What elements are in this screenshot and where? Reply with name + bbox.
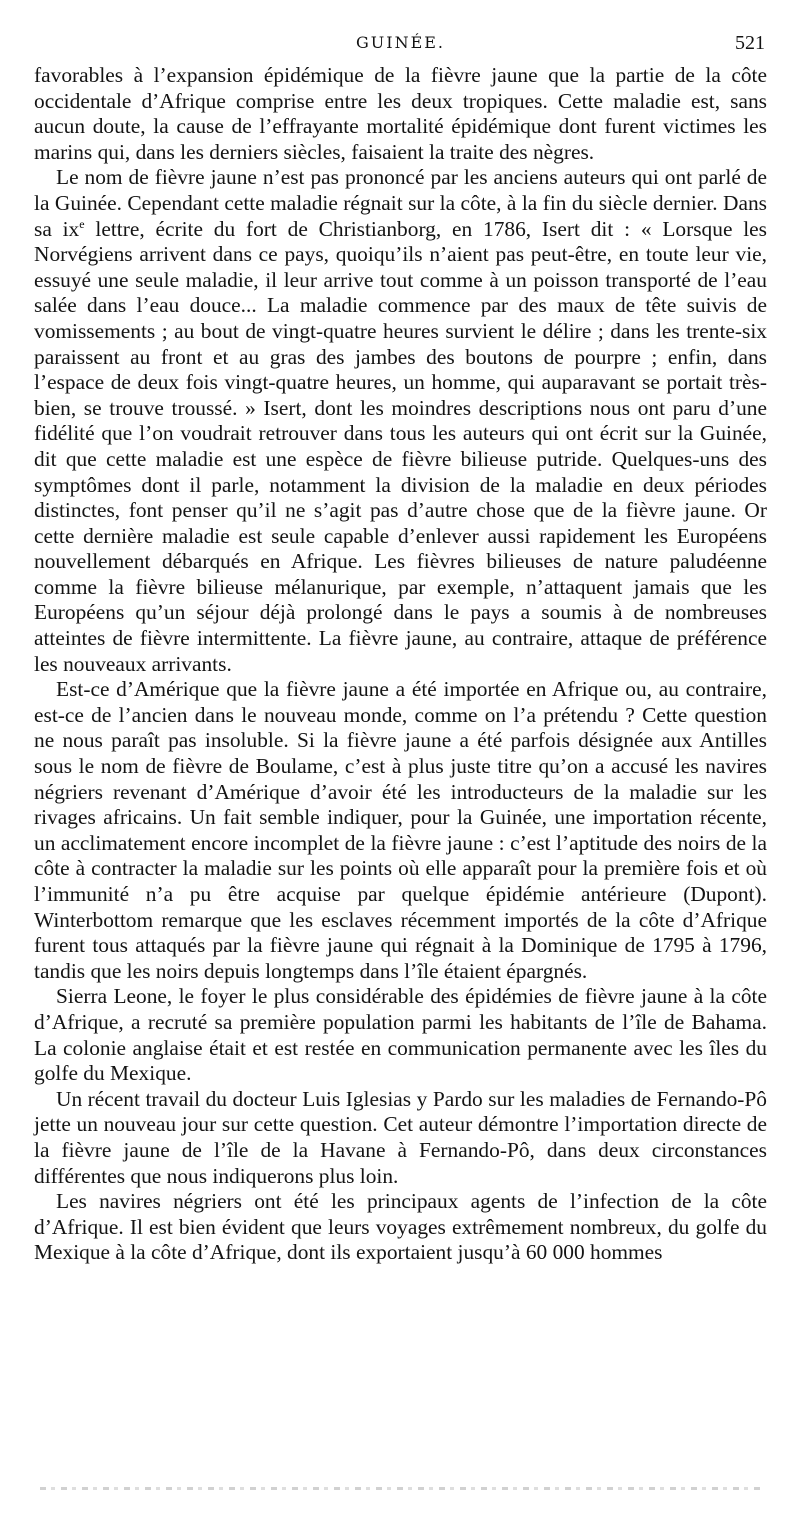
paragraph-1: favorables à l’expansion épidémique de la fièvre jaune que la partie de la côte occidentale d’Afrique comprise entre les deux tropiques. Cette maladie est, sans aucun doute, la cause de l’effrayante mortalité épidémique dont furent victimes les marins qui, dans les derniers siècles, faisaient la traite des nègres. (34, 63, 767, 164)
paragraph-5: Un récent travail du docteur Luis Iglesias y Pardo sur les maladies de Fernando-Pô jette un nouveau jour sur cette question. Cet auteur démontre l’importation directe de la fièvre jaune de l’île de la Havane à Fernando-Pô, dans deux circonstances différentes que nous indiquerons plus loin. (34, 1086, 767, 1188)
paragraph-6: Les navires négriers ont été les principaux agents de l’infection de la côte d’Afrique. Il est bien évident que leurs voyages extrêmement nombreux, du golfe du Mexique à la côte d’Afrique, dont ils exportaient jusqu’à 60 000 hommes (34, 1189, 767, 1265)
paragraph-4: Sierra Leone, le foyer le plus considérable des épidémies de fièvre jaune à la côte d’Afrique, a recruté sa première population parmi les habitants de l’île de Bahama. La colonie anglaise était et est restée en communication permanente avec les îles du golfe du Mexique. (34, 984, 767, 1086)
superscript-e: e (79, 216, 85, 231)
paragraph-2-part-1: Le nom de fièvre jaune n’est pas prononcé par les anciens auteurs qui ont parlé de la Guinée. Cependant cette maladie régnait sur la côte, à la fin du siècle dernier. Dans sa ix (34, 165, 767, 241)
body-text (34, 63, 767, 1266)
page-number: 521 (735, 32, 765, 54)
book-page (34, 28, 767, 1266)
paragraph-2-part-2: lettre, écrite du fort de Christianborg, en 1786, Isert dit : « Lorsque les Norvégiens arrivent dans ce pays, quoiqu’ils n’aient pas peut-être, en toute leur vie, essuyé une seule maladie, il leur arrive tout comme à un poisson transporté de l’eau salée dans l’eau douce... La maladie commence par des maux de tête suivis de vomissements ; au bout de vingt-quatre heures survient le délire ; dans les trente-six paraissent au front et au gras des jambes des boutons de pourpre ; enfin, dans l’espace de deux fois vingt-quatre heures, un homme, qui auparavant se portait très-bien, se trouve troussé. » Isert, dont les moindres descriptions nous ont paru d’une fidélité que l’on voudrait retrouver dans tous les auteurs qui ont écrit sur la Guinée, dit que cette maladie est une espèce de fièvre bilieuse putride. Quelques-uns des symptômes dont il parle, notamment la division de la maladie en deux périodes distinctes, font penser qu’il ne s’agit pas d’autre chose que de la fièvre jaune. Or cette dernière maladie est seule capable d’enlever aussi rapidement les Européens nouvellement débarqués en Afrique. Les fièvres bilieuses de nature paludéenne comme la fièvre bilieuse mélanurique, par exemple, n’attaquent jamais que les Européens qu’un séjour déjà prolongé dans le pays a soumis à de nombreuses atteintes de fièvre intermittente. La fièvre jaune, au contraire, attaque de préférence les nouveaux arrivants. (34, 216, 767, 676)
running-head (34, 28, 767, 58)
bleed-through-line (40, 1487, 760, 1490)
paragraph-2 (34, 165, 767, 677)
paragraph-3: Est-ce d’Amérique que la fièvre jaune a été importée en Afrique ou, au contraire, est-ce de l’ancien dans le nouveau monde, comme on l’a prétendu ? Cette question ne nous paraît pas insoluble. Si la fièvre jaune a été parfois désignée aux Antilles sous le nom de fièvre de Boulame, c’est à plus juste titre qu’on a accusé les navires négriers revenant d’Amérique d’avoir été les introducteurs de la maladie sur les rivages africains. Un fait semble indiquer, pour la Guinée, une importation récente, un acclimatement encore incomplet de la fièvre jaune : c’est l’aptitude des noirs de la côte à contracter la maladie sur les points où elle apparaît pour la première fois et où l’immunité n’a pu être acquise par quelque épidémie antérieure (Dupont). Winterbottom remarque que les esclaves récemment importés de la côte d’Afrique furent tous attaqués par la fièvre jaune qui régnait à la Dominique de 1795 à 1796, tandis que les noirs depuis longtemps dans l’île étaient épargnés. (34, 677, 767, 983)
running-title: GUINÉE. (355, 33, 446, 52)
